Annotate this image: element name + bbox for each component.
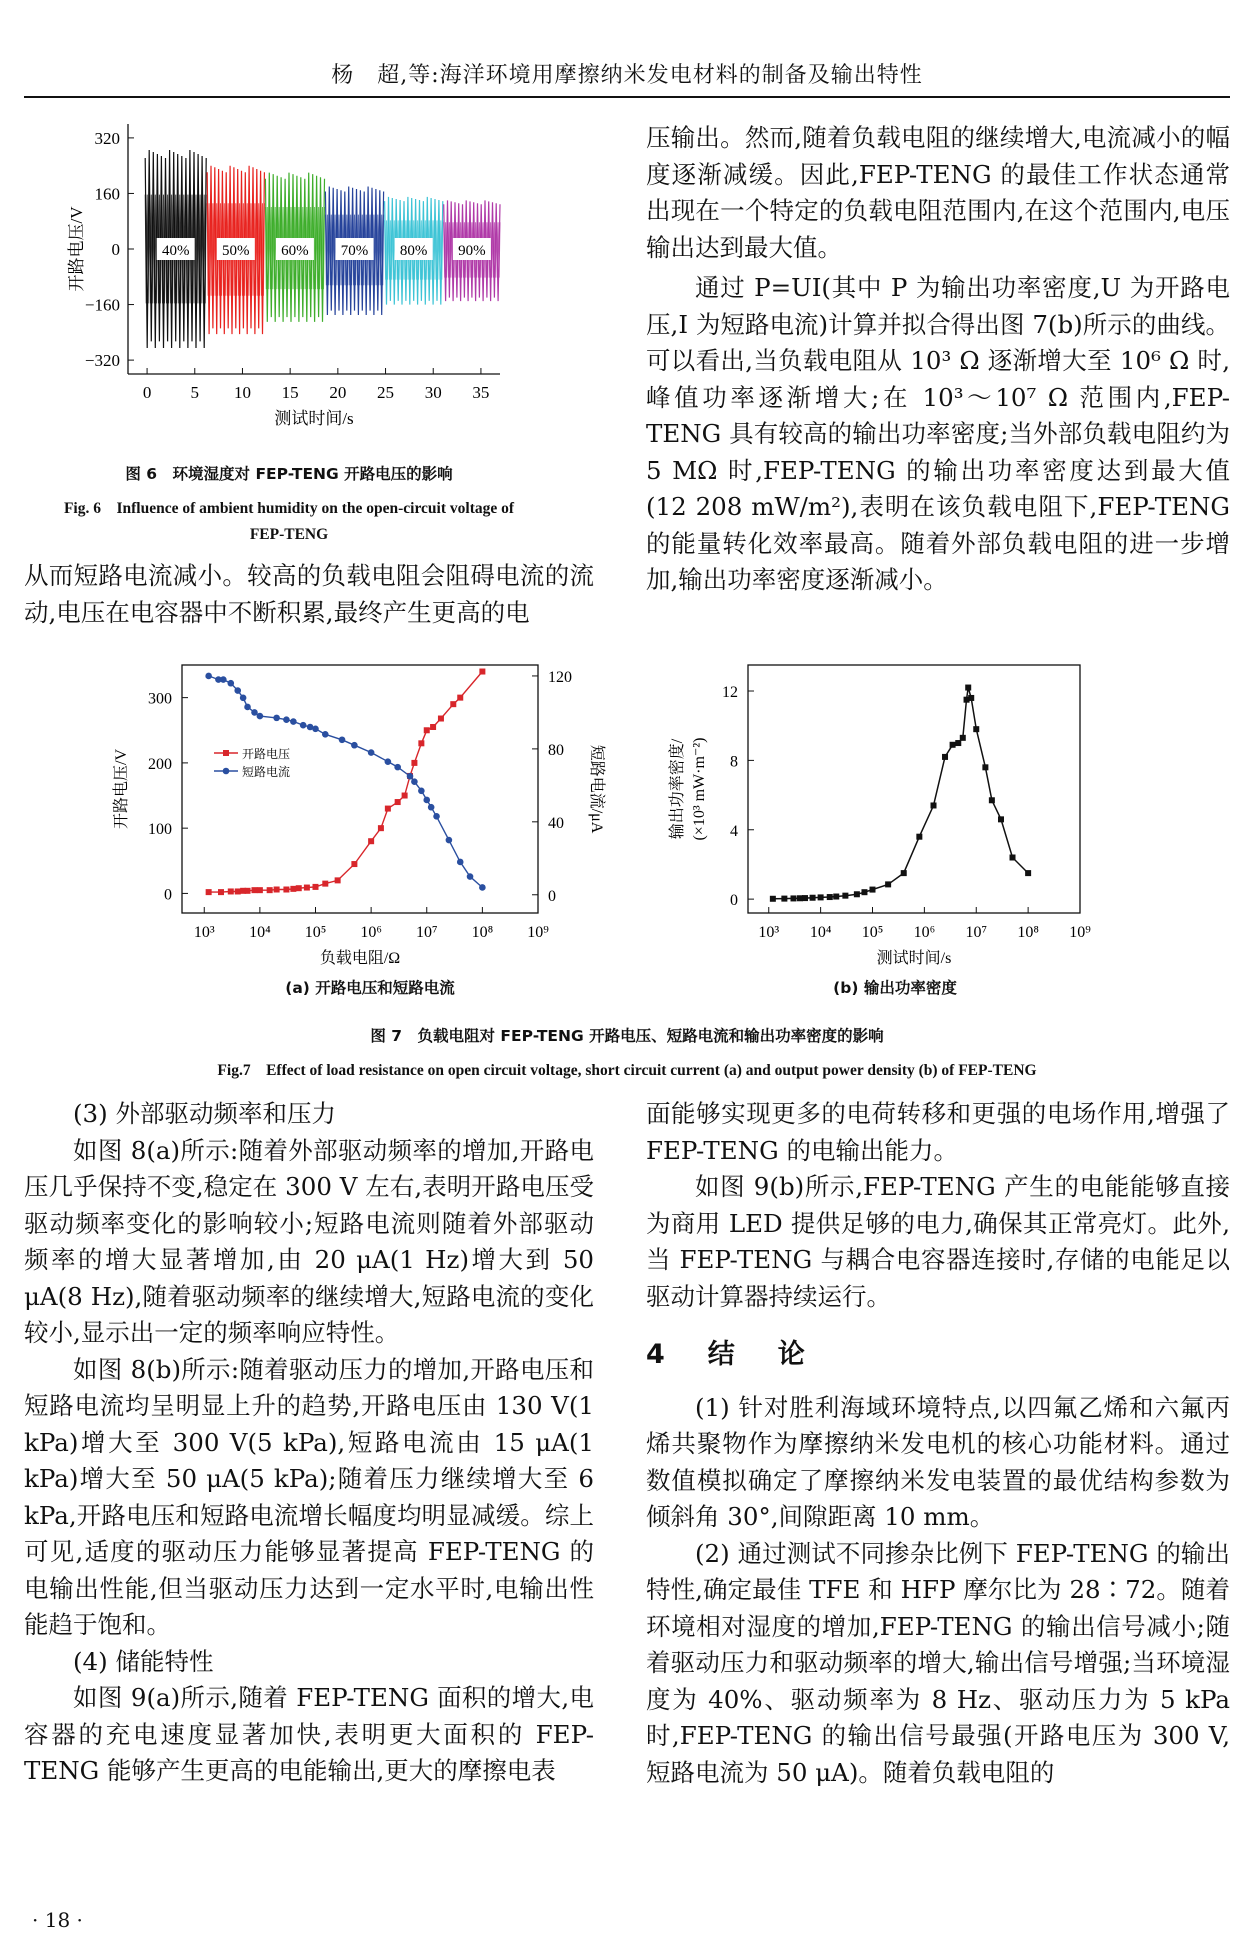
y2-tick-label: 0 [548, 887, 556, 905]
data-point [257, 887, 263, 893]
paragraph: 从而短路电流减小。较高的负载电阻会阻碍电流的流动,电压在电容器中不断积累,最终产生更高的电 [24, 561, 594, 627]
legend-marker [223, 768, 230, 775]
data-point [273, 715, 280, 722]
x-axis-label: 测试时间/s [274, 409, 354, 428]
data-point [433, 813, 440, 820]
data-point [395, 799, 401, 805]
x-tick-label: 25 [377, 383, 395, 402]
data-point [304, 885, 310, 891]
y-axis-label-unit: (×10³ mW·m⁻²) [691, 737, 708, 841]
x-tick-label: 10⁵ [304, 924, 327, 941]
data-point [842, 893, 848, 899]
data-point [218, 889, 224, 895]
x-tick-label: 10⁸ [471, 924, 494, 941]
data-point [479, 884, 486, 891]
data-point [385, 806, 391, 812]
series-label: 60% [281, 243, 309, 259]
x-tick-label: 30 [424, 383, 442, 402]
data-point [423, 797, 430, 804]
x-tick-label: 10⁹ [527, 924, 549, 941]
data-point [368, 749, 375, 756]
data-point [234, 687, 241, 694]
data-point [394, 764, 401, 771]
y-tick-label: 100 [148, 821, 172, 839]
data-point [791, 895, 797, 901]
paragraph: 如图 8(b)所示:随着驱动压力的增加,开路电压和短路电流均呈明显上升的趋势,开路电压由 130 V(1 kPa)增大至 300 V(5 kPa),短路电流由 15 μA(1 kPa)增大至 50 μA(5 kPa);随着压力继续增大至 6 kPa,开路电压和短路电流增长幅度均明显减缓。综上可见,适度的驱动压力能够显著提高 FEP-TENG 的电输出性能,但当驱动压力达到一定水平时,电输出性能趋于饱和。 [24, 1354, 594, 1639]
data-point [322, 881, 328, 887]
subsection-heading: (4) 储能特性 [73, 1646, 214, 1676]
data-point [335, 877, 341, 883]
data-point [368, 838, 374, 844]
y-tick-label: 4 [730, 822, 738, 840]
data-point [854, 891, 860, 897]
paragraph: 面能够实现更多的电荷转移和更强的电场作用,增强了 FEP-TENG 的电输出能力。 [646, 1099, 1230, 1165]
y-axis-label: 开路电压/V [113, 748, 130, 830]
y-tick-label: 300 [148, 690, 172, 708]
data-point [228, 888, 234, 894]
x-tick-label: 10⁹ [1069, 924, 1091, 941]
page-number: · 18 · [32, 1908, 83, 1932]
header-rule [24, 96, 1230, 98]
data-point [411, 760, 417, 766]
paragraph: (1) 针对胜利海域环境特点,以四氟乙烯和六氟丙烯共聚物作为摩擦纳米发电机的核心功能材料。通过数值模拟确定了摩擦纳米发电装置的最优结构参数为倾斜角 30°,间隙距离 10 mm。 [646, 1392, 1230, 1531]
data-point [300, 722, 307, 729]
data-point [296, 885, 302, 891]
series-label: 80% [399, 243, 428, 259]
data-point [312, 726, 319, 733]
series-label: 40% [161, 243, 190, 259]
x-tick-label: 10 [233, 383, 251, 402]
data-point [245, 888, 251, 894]
data-point [206, 889, 212, 895]
x-tick-label: 10³ [758, 924, 780, 941]
data-point [290, 718, 297, 725]
data-point [955, 740, 961, 746]
legend-label: 开路电压 [242, 747, 291, 761]
y-axis-label: 开路电压/V [67, 206, 86, 292]
data-point [251, 709, 258, 716]
fig7b-chart [640, 655, 1110, 975]
y2-axis-label: 短路电流/μA [588, 744, 605, 834]
x-tick-label: 15 [281, 383, 299, 402]
x-axis-label: 测试时间/s [876, 950, 952, 967]
x-tick-label: 10⁶ [913, 924, 936, 941]
x-tick-label: 10⁶ [360, 924, 382, 941]
y-axis-label: 输出功率密度/ [669, 738, 686, 840]
data-point [274, 887, 280, 893]
x-tick-label: 10⁸ [1017, 924, 1039, 941]
data-point [861, 889, 867, 895]
paragraph: 压输出。然而,随着负载电阻的继续增大,电流减小的幅度逐渐减缓。因此,FEP-TENG 的最佳工作状态通常出现在一个特定的负载电阻范围内,在这个范围内,电压输出达到最大值。 [646, 123, 1230, 262]
data-point [916, 834, 922, 840]
section-title: 4 结 论 [646, 1339, 813, 1370]
left-top-paragraph [24, 558, 594, 631]
paragraph: 如图 9(a)所示,随着 FEP-TENG 面积的增大,电容器的充电速度显著加快,表明更大面积的 FEP-TENG 能够产生更高的电能输出,更大的摩擦电表 [24, 1683, 594, 1785]
fig7a-chart [112, 655, 632, 975]
x-tick-label: 20 [329, 383, 347, 402]
y-tick-label: 0 [111, 240, 120, 259]
x-tick-label: 10⁷ [965, 924, 988, 941]
y-tick-label: 200 [148, 755, 172, 773]
series-label: 50% [222, 243, 250, 259]
subsection-heading: (3) 外部驱动频率和压力 [73, 1099, 336, 1128]
data-point [411, 778, 418, 785]
data-point [870, 887, 876, 893]
data-point [802, 895, 808, 901]
y2-tick-label: 80 [548, 741, 564, 759]
y-tick-label: 8 [730, 753, 738, 771]
y-tick-label: −160 [84, 295, 120, 315]
data-point [968, 695, 974, 701]
x-tick-label: 35 [472, 383, 490, 402]
data-point [267, 887, 273, 893]
data-point [467, 873, 474, 880]
data-point [205, 673, 212, 680]
paragraph: 通过 P=UI(其中 P 为输出功率密度,U 为开路电压,I 为短路电流)计算并拟合得出图 7(b)所示的曲线。可以看出,当负载电阻从 10³ Ω 逐渐增大至 10⁶ Ω 时,峰值功率逐渐增大;在 10³～10⁷ Ω 范围内,FEP-TENG 具有较高的输出功率密度;当外部负载电阻约为 5 MΩ 时,FEP-TENG 的输出功率密度达到最大值(12 208 mW/m²),表明在该负载电阻下,FEP-TENG 的能量转化效率最高。随着外部负载电阻的进一步增加,输出功率密度逐渐减小。 [646, 273, 1230, 594]
fig6-caption-en: Fig. 6 Influence of ambient humidity on the open-circuit voltage of [63, 500, 515, 517]
data-point [931, 802, 937, 808]
data-point [833, 894, 839, 900]
data-point [781, 896, 787, 902]
y-tick-label: −320 [84, 351, 120, 371]
data-point [235, 888, 241, 894]
data-point [257, 713, 264, 720]
data-point [424, 727, 430, 733]
y2-tick-label: 40 [548, 814, 564, 832]
data-point [479, 669, 485, 675]
x-tick-label: 10³ [193, 924, 215, 941]
data-point [402, 793, 408, 799]
plot-frame [182, 665, 538, 913]
data-point [428, 804, 435, 811]
data-point [290, 886, 296, 892]
data-point [385, 758, 392, 765]
series-line [773, 688, 1028, 899]
data-point [982, 764, 988, 770]
data-point [965, 685, 971, 691]
data-point [827, 894, 833, 900]
data-point [457, 859, 464, 866]
data-point [950, 742, 956, 748]
y-tick-label: 0 [164, 886, 172, 904]
data-point [407, 773, 414, 780]
x-tick-label: 10⁵ [861, 924, 884, 941]
fig6-caption-cn: 图 6 环境湿度对 FEP-TENG 开路电压的影响 [125, 465, 453, 483]
y2-tick-label: 120 [548, 668, 572, 686]
x-tick-label: 10⁴ [249, 924, 271, 941]
data-point [1025, 870, 1031, 876]
data-point [901, 870, 907, 876]
data-point [240, 695, 247, 702]
data-point [313, 884, 319, 890]
data-point [450, 701, 456, 707]
data-point [339, 736, 346, 743]
data-point [418, 740, 424, 746]
data-point [283, 716, 290, 723]
paragraph: 如图 8(a)所示:随着外部驱动频率的增加,开路电压几乎保持不变,稳定在 300 V 左右,表明开路电压受驱动频率变化的影响较小;短路电流则随着外部驱动频率的增大显著增加,由 20 μA(1 Hz)增大到 50 μA(8 Hz),随着驱动频率的继续增大,短路电流的变化较小,显示出一定的频率响应特性。 [24, 1135, 594, 1347]
data-point [251, 887, 257, 893]
series-label: 90% [458, 243, 486, 259]
data-point [446, 837, 453, 844]
y-tick-label: 0 [730, 892, 738, 910]
fig7b-subcaption: (b) 输出功率密度 [833, 979, 957, 997]
fig6-caption-en-2: FEP-TENG [249, 526, 329, 543]
y-tick-label: 160 [94, 184, 120, 204]
x-tick-label: 10⁴ [809, 924, 832, 941]
data-point [973, 726, 979, 732]
data-point [418, 788, 425, 795]
data-point [438, 716, 444, 722]
legend-marker [223, 750, 229, 756]
data-point [960, 735, 966, 741]
series-label: 70% [340, 243, 369, 259]
legend-label: 短路电流 [242, 765, 291, 779]
data-point [1010, 855, 1016, 861]
y-tick-label: 320 [94, 128, 120, 148]
data-point [220, 676, 227, 683]
x-tick-label: 10⁷ [415, 924, 438, 941]
data-point [430, 724, 436, 730]
x-tick-label: 0 [142, 383, 152, 402]
data-point [322, 731, 329, 738]
data-point [942, 754, 948, 760]
right-top-text [646, 120, 1230, 599]
fig6-chart [60, 118, 510, 440]
running-header: 杨 超,等:海洋环境用摩擦纳米发电材料的制备及输出特性 [331, 63, 923, 88]
data-point [351, 861, 357, 867]
paragraph: (2) 通过测试不同掺杂比例下 FEP-TENG 的输出特性,确定最佳 TFE 和 HFP 摩尔比为 28∶72。随着环境相对湿度的增加,FEP-TENG 的输出信号减小;随着驱动压力和驱动频率的增大,输出信号增强;当环境湿度为 40%、驱动频率为 8 Hz、驱动压力为 5 kPa 时,FEP-TENG 的输出信号最强(开路电压为 300 V,短路电流为 50 μA)。随着负载电阻的 [646, 1538, 1230, 1787]
right-bottom-text [646, 1096, 1230, 1791]
fig7a-subcaption: (a) 开路电压和短路电流 [285, 979, 455, 997]
y-tick-label: 12 [722, 684, 738, 702]
data-point [989, 797, 995, 803]
data-point [998, 816, 1004, 822]
data-point [818, 894, 824, 900]
data-point [770, 896, 776, 902]
left-bottom-text [24, 1096, 594, 1790]
data-point [810, 895, 816, 901]
data-point [457, 695, 463, 701]
x-tick-label: 5 [190, 383, 200, 402]
data-point [244, 704, 251, 711]
fig7-caption-cn: 图 7 负载电阻对 FEP-TENG 开路电压、短路电流和输出功率密度的影响 [370, 1027, 884, 1045]
x-axis-label: 负载电阻/Ω [319, 950, 401, 967]
data-point [283, 887, 289, 893]
data-point [885, 881, 891, 887]
paragraph: 如图 9(b)所示,FEP-TENG 产生的电能能够直接为商用 LED 提供足够的电力,确保其正常亮灯。此外,当 FEP-TENG 与耦合电容器连接时,存储的电能足以驱动计算器持续运行。 [646, 1172, 1230, 1311]
data-point [227, 680, 234, 687]
data-point [378, 825, 384, 831]
fig7-caption-en: Fig.7 Effect of load resistance on open circuit voltage, short circuit current (a) and output power density (b) of FEP-TENG [217, 1062, 1037, 1079]
data-point [351, 742, 358, 749]
